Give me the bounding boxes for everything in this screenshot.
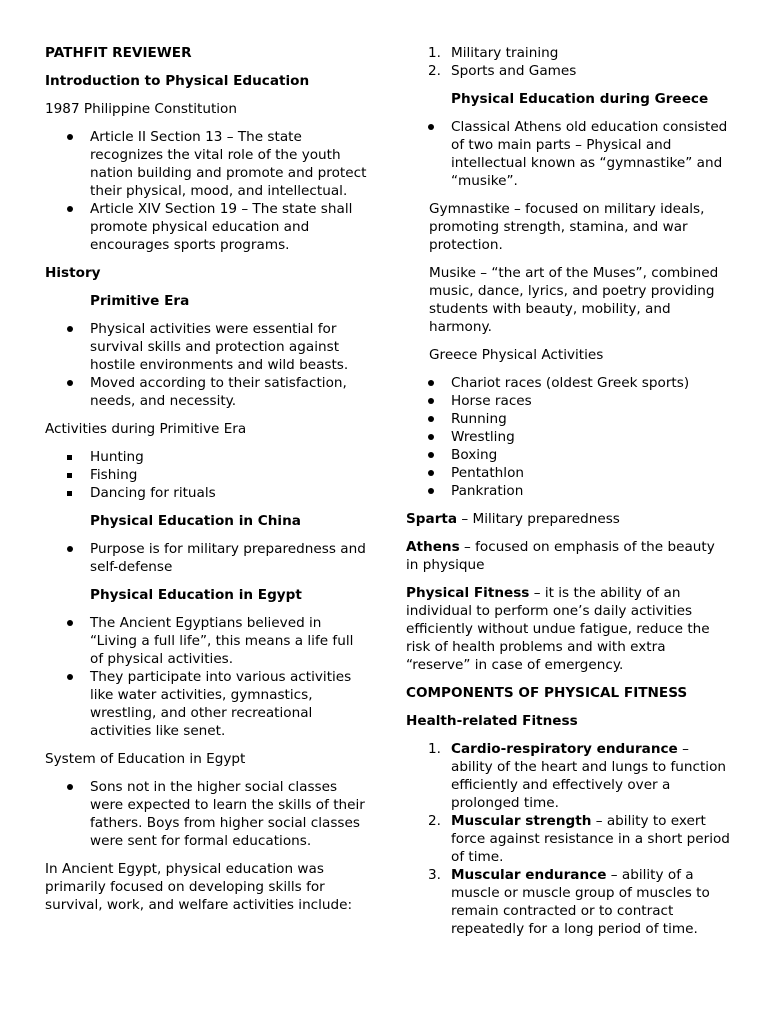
list-item: 1. Cardio-respiratory endurance – ability of the heart and lungs to function efficiently and effectively over a prolonged time. xyxy=(428,741,727,811)
musike-paragraph: Musike – “the art of the Muses”, combined music, dance, lyrics, and poetry providing students with beauty, mobility, and harmony. xyxy=(429,265,719,335)
list-item: 2. Sports and Games xyxy=(428,63,577,79)
physical-fitness-paragraph: Physical Fitness – it is the ability of an individual to perform one’s daily activities efficiently without undue fatigue, reduce the risk of health problems and with extra “reserve” in case of emergency. xyxy=(406,585,710,673)
list-item: Purpose is for military preparedness and self-defense xyxy=(45,540,370,576)
constitution-list xyxy=(45,128,370,254)
greece-activities-list xyxy=(406,374,731,500)
left-column xyxy=(45,44,370,924)
intro-heading: Introduction to Physical Education xyxy=(45,73,310,89)
history-heading: History xyxy=(45,265,101,281)
list-item: Running xyxy=(406,410,731,428)
list-item: Fishing xyxy=(45,466,370,484)
primitive-list xyxy=(45,320,370,410)
list-item: Hunting xyxy=(45,448,370,466)
list-item: Horse races xyxy=(406,392,731,410)
list-item: Chariot races (oldest Greek sports) xyxy=(406,374,731,392)
list-item: Wrestling xyxy=(406,428,731,446)
system-label: System of Education in Egypt xyxy=(45,751,246,767)
list-item: Boxing xyxy=(406,446,731,464)
greece-heading: Physical Education during Greece xyxy=(451,91,709,107)
china-heading: Physical Education in China xyxy=(90,513,301,529)
health-related-list xyxy=(406,740,731,938)
list-item: Article II Section 13 – The state recognizes the vital role of the youth nation building and promote and protect their physical, mood, and intellectual. xyxy=(45,128,370,200)
egypt-list xyxy=(45,614,370,740)
activities-label: Activities during Primitive Era xyxy=(45,421,247,437)
egypt-paragraph: In Ancient Egypt, physical education was primarily focused on developing skills for survival, work, and welfare activities include: xyxy=(45,861,353,913)
list-item: Physical activities were essential for survival skills and protection against hostile environments and wild beasts. xyxy=(45,320,370,374)
greece-activities-label: Greece Physical Activities xyxy=(429,347,604,363)
list-item: Article XIV Section 19 – The state shall promote physical education and encourages sports programs. xyxy=(45,200,370,254)
right-column xyxy=(406,44,731,948)
list-item: Pentathlon xyxy=(406,464,731,482)
list-item: 1. Military training xyxy=(428,45,559,61)
activities-list xyxy=(45,448,370,502)
list-item: They participate into various activities like water activities, gymnastics, wrestling, and other recreational activities like senet. xyxy=(45,668,370,740)
china-list xyxy=(45,540,370,576)
list-item: Moved according to their satisfaction, needs, and necessity. xyxy=(45,374,370,410)
document-title: PATHFIT REVIEWER xyxy=(45,45,192,61)
list-item: Classical Athens old education consisted of two main parts – Physical and intellectual known as “gymnastike” and “musike”. xyxy=(406,118,731,190)
list-item: Dancing for rituals xyxy=(45,484,370,502)
list-item: 3. Muscular endurance – ability of a muscle or muscle group of muscles to remain contracted or to contract repeatedly for a long period of time. xyxy=(428,867,710,937)
components-heading: COMPONENTS OF PHYSICAL FITNESS xyxy=(406,685,688,701)
system-list xyxy=(45,778,370,850)
athens-paragraph: Athens – focused on emphasis of the beauty in physique xyxy=(406,539,715,573)
constitution-label: 1987 Philippine Constitution xyxy=(45,101,237,117)
egypt-heading: Physical Education in Egypt xyxy=(90,587,302,603)
health-related-heading: Health-related Fitness xyxy=(406,713,578,729)
greece-list xyxy=(406,118,731,190)
list-item: Sons not in the higher social classes were expected to learn the skills of their fathers. Boys from higher social classes were sent for formal educations. xyxy=(45,778,370,850)
sparta-paragraph: Sparta – Military preparedness xyxy=(406,511,620,527)
list-item: The Ancient Egyptians believed in “Living a full life”, this means a life full of physical activities. xyxy=(45,614,370,668)
gymnastike-paragraph: Gymnastike – focused on military ideals, promoting strength, stamina, and war protection. xyxy=(429,201,705,253)
list-item: Pankration xyxy=(406,482,731,500)
primitive-era-heading: Primitive Era xyxy=(90,293,190,309)
egypt-activities-list xyxy=(406,44,731,80)
list-item: 2. Muscular strength – ability to exert force against resistance in a short period of time. xyxy=(428,813,730,865)
